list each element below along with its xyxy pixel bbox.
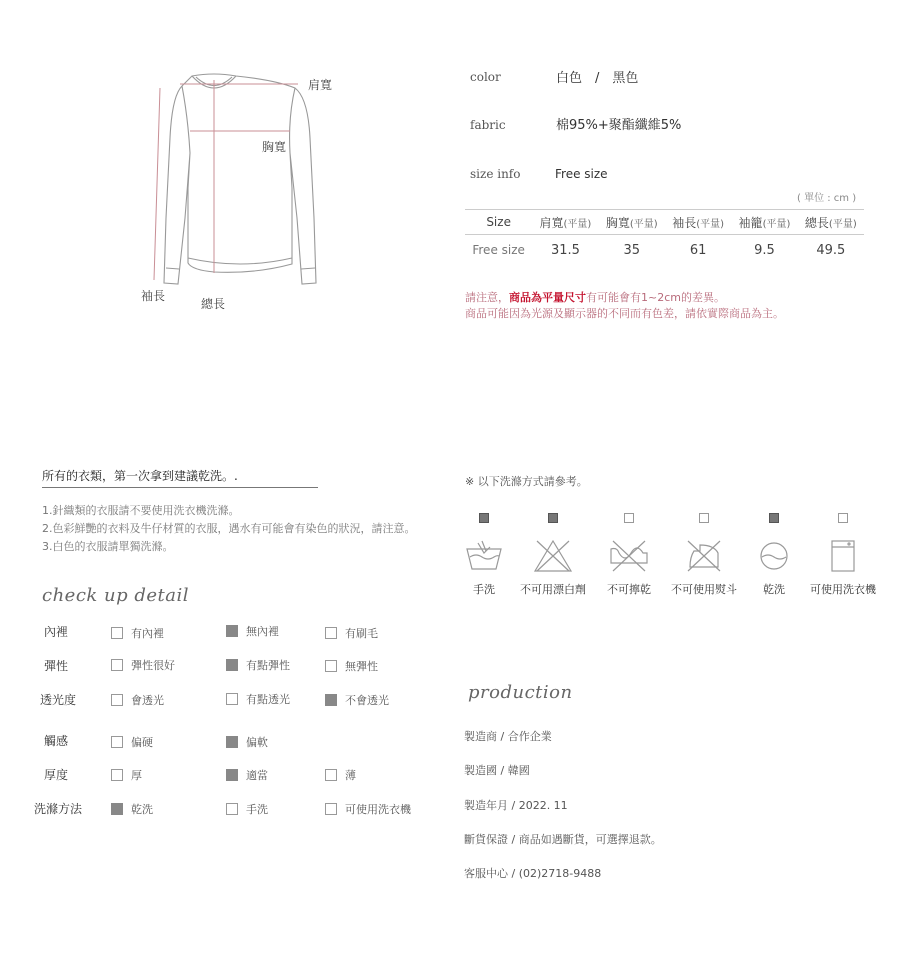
checkbox-checked[interactable] [226, 769, 238, 781]
cell-armhole: 9.5 [754, 242, 775, 258]
checked-indicator [479, 513, 489, 523]
checkbox[interactable] [325, 803, 337, 815]
header-size: Size [465, 210, 532, 235]
checkbox[interactable] [111, 769, 123, 781]
no-wring-icon [609, 539, 649, 573]
option-has-lining[interactable]: 有內裡 [111, 625, 164, 641]
wash-item-no-wring: 不可擰乾 [584, 508, 674, 597]
option-no-lining[interactable]: 無內裡 [226, 623, 279, 639]
fabric-key: fabric [470, 118, 506, 132]
checkbox[interactable] [325, 660, 337, 672]
wash-item-hand-wash: 手洗 [439, 508, 529, 597]
cell-sleeve: 61 [689, 242, 707, 258]
header-armhole: 袖籠(平量) [731, 210, 797, 235]
checkbox-checked[interactable] [226, 736, 238, 748]
checked-indicator [548, 513, 558, 523]
checkbox[interactable] [325, 627, 337, 639]
care-title: 所有的衣類，第一次拿到建議乾洗。. [42, 467, 318, 488]
unchecked-indicator [624, 513, 634, 523]
checked-indicator [769, 513, 779, 523]
option-dry-clean[interactable]: 乾洗 [111, 801, 153, 817]
option-not-sheer[interactable]: 不會透光 [325, 692, 389, 708]
checkbox-checked[interactable] [111, 803, 123, 815]
option-sheer[interactable]: 會透光 [111, 692, 164, 708]
care-line-1: 1.針織類的衣服請不要使用洗衣機洗滌。 [42, 504, 240, 517]
checkbox[interactable] [226, 803, 238, 815]
table-row [465, 235, 864, 266]
care-line-2: 2.色彩鮮艷的衣料及牛仔材質的衣服，遇水有可能會有染色的狀況，請注意。 [42, 522, 416, 535]
checkbox[interactable] [111, 659, 123, 671]
shoulder-label: 肩寬 [308, 78, 333, 92]
option-medium[interactable]: 適當 [226, 767, 268, 783]
notice-line-1: 請注意，商品為平量尺寸有可能會有1~2cm的差異。 [465, 291, 725, 304]
unchecked-indicator [699, 513, 709, 523]
size-table-header [465, 210, 864, 235]
washing-note: ※ 以下洗滌方式請參考。 [465, 475, 588, 488]
hand-wash-icon [464, 539, 504, 573]
fabric-value: 棉95%+聚酯纖維5% [556, 118, 682, 133]
row-label-elasticity: 彈性 [44, 659, 69, 673]
row-label-sheerness: 透光度 [40, 693, 77, 707]
option-soft[interactable]: 偏軟 [226, 734, 268, 750]
size-info-value: Free size [555, 167, 608, 181]
option-thick[interactable]: 厚 [111, 767, 142, 783]
check-detail-heading: check up detail [42, 585, 190, 606]
notice-line-2: 商品可能因為光源及顯示器的不同而有色差，請依實際商品為主。 [465, 307, 784, 320]
no-iron-icon [684, 539, 724, 573]
chest-label: 胸寬 [262, 140, 287, 154]
option-stiff[interactable]: 偏硬 [111, 734, 153, 750]
row-label-washing: 洗滌方法 [34, 802, 83, 816]
size-table [465, 209, 864, 265]
sleeve-label: 袖長 [141, 289, 166, 303]
checkbox[interactable] [111, 627, 123, 639]
color-value: 白色 / 黑色 [556, 71, 639, 86]
checkbox[interactable] [111, 694, 123, 706]
option-some-elastic[interactable]: 有點彈性 [226, 657, 290, 673]
option-hand-wash[interactable]: 手洗 [226, 801, 268, 817]
option-slightly-sheer[interactable]: 有點透光 [226, 691, 290, 707]
wash-item-washing-machine: 可使用洗衣機 [798, 508, 888, 597]
checkbox-checked[interactable] [226, 625, 238, 637]
length-label: 總長 [201, 297, 226, 311]
header-length: 總長(平量) [798, 210, 864, 235]
no-bleach-icon [533, 539, 573, 573]
header-shoulder: 肩寬(平量) [532, 210, 598, 235]
unchecked-indicator [838, 513, 848, 523]
wash-item-no-iron: 不可使用熨斗 [659, 508, 749, 597]
checkbox[interactable] [325, 769, 337, 781]
wash-item-dry-clean: 乾洗 [729, 508, 819, 597]
option-thin[interactable]: 薄 [325, 767, 356, 783]
header-sleeve: 袖長(平量) [665, 210, 731, 235]
sleeve-measure-line [154, 88, 160, 280]
checkbox-checked[interactable] [325, 694, 337, 706]
size-info-key: size info [470, 167, 521, 181]
cell-shoulder: 31.5 [550, 242, 580, 258]
shirt-diagram [130, 68, 333, 298]
production-service: 客服中心 / (02)2718-9488 [464, 867, 602, 880]
production-country: 製造國 / 韓國 [464, 764, 530, 777]
row-label-lining: 內裡 [44, 625, 69, 639]
row-label-touch: 觸感 [44, 734, 69, 748]
cell-size: Free size [472, 243, 525, 257]
unit-note: ( 單位 : cm ) [797, 193, 857, 204]
option-machine-wash[interactable]: 可使用洗衣機 [325, 801, 411, 817]
option-very-elastic[interactable]: 彈性很好 [111, 657, 175, 673]
row-label-thickness: 厚度 [44, 768, 69, 782]
cell-length: 49.5 [816, 242, 846, 258]
care-line-3: 3.白色的衣服請單獨洗滌。 [42, 540, 174, 553]
production-guarantee: 斷貨保證 / 商品如遇斷貨，可選擇退款。 [464, 833, 662, 846]
color-key: color [470, 70, 501, 84]
cell-chest: 35 [623, 242, 641, 258]
header-chest: 胸寬(平量) [599, 210, 665, 235]
production-heading: production [468, 682, 573, 703]
wash-item-no-bleach: 不可用漂白劑 [508, 508, 598, 597]
production-date: 製造年月 / 2022. 11 [464, 799, 568, 812]
checkbox[interactable] [226, 693, 238, 705]
checkbox[interactable] [111, 736, 123, 748]
washing-machine-icon [823, 539, 863, 573]
checkbox-checked[interactable] [226, 659, 238, 671]
option-brushed[interactable]: 有刷毛 [325, 625, 378, 641]
dry-clean-icon [754, 539, 794, 573]
option-no-elastic[interactable]: 無彈性 [325, 658, 378, 674]
production-maker: 製造商 / 合作企業 [464, 730, 552, 743]
